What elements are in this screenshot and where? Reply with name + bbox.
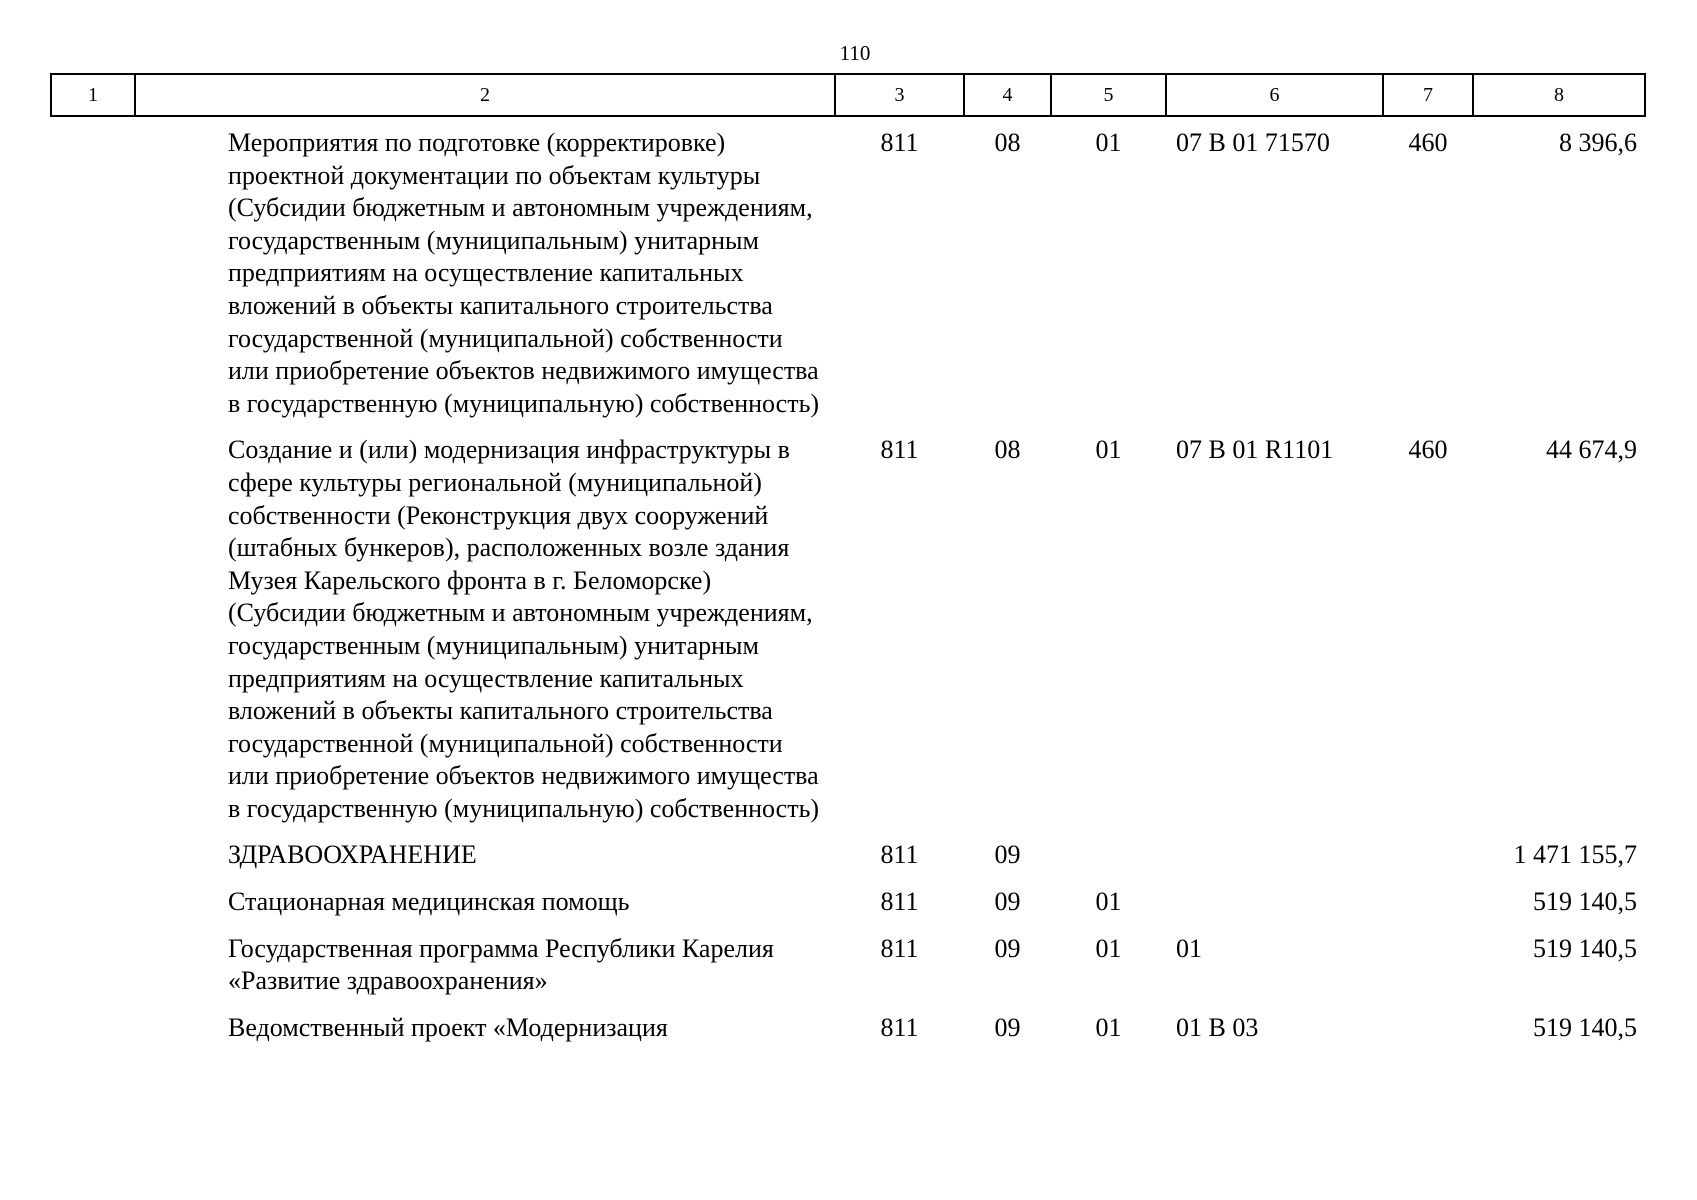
amount: 519 140,5 (1533, 887, 1637, 917)
target-article-code: 07 В 01 71570 (1176, 128, 1330, 157)
expense-type-code (1383, 1012, 1473, 1059)
column-number-4: 4 (964, 74, 1051, 116)
row-index-cell (51, 1012, 135, 1059)
row-index-cell (51, 839, 135, 886)
page-number: 110 (839, 41, 871, 65)
column-number-1: 1 (51, 74, 135, 116)
section-code: 09 (994, 887, 1021, 917)
section-code: 08 (994, 128, 1021, 157)
item-name: ЗДРАВООХРАНЕНИЕ (228, 840, 477, 870)
row-index-cell (51, 933, 135, 1012)
header-row (51, 74, 1645, 116)
amount: 44 674,9 (1546, 435, 1637, 465)
subsection-code: 01 (1095, 887, 1122, 917)
item-name: Создание и (или) модернизация инфраструктуры в сфере культуры региональной (муниципальной) собственности (Реконструкция двух сооружений (штабных бункеров), расположенных возле здания Музея Карельского фронта в г. Беломорске) (Субсидии бюджетным и автономным учреждениям, государственным (муниципальным) унитарным предприятиям на осуществление капитальных вложений в объекты капитального строительства государственной (муниципальной) собственности или приобретение объектов недвижимого имущества в государственную (муниципальную) собственность) (228, 435, 820, 823)
ministry-code: 811 (880, 1012, 919, 1042)
ministry-code: 811 (880, 887, 919, 917)
target-article-code: 01 В 03 (1176, 1012, 1259, 1042)
ministry-code: 811 (880, 933, 919, 963)
ministry-code: 811 (880, 435, 919, 465)
column-number-7: 7 (1383, 74, 1473, 116)
item-name: Ведомственный проект «Модернизация (228, 1012, 668, 1042)
expense-type-code (1383, 839, 1473, 886)
row-index-cell (51, 116, 135, 434)
expense-type-code (1383, 933, 1473, 1012)
expense-type-code: 460 (1408, 435, 1448, 465)
column-number-2: 2 (135, 74, 835, 116)
section-code: 09 (994, 933, 1021, 963)
table-body (51, 116, 1645, 1058)
target-article-code (1166, 886, 1383, 933)
item-name: Государственная программа Республики Карелия «Развитие здравоохранения» (228, 933, 774, 996)
table-row (51, 933, 1645, 1012)
item-name: Стационарная медицинская помощь (228, 887, 630, 917)
column-number-5: 5 (1051, 74, 1166, 116)
amount: 8 396,6 (1559, 128, 1637, 157)
row-index-cell (51, 434, 135, 839)
table-row (51, 839, 1645, 886)
target-article-code: 01 (1176, 933, 1202, 963)
section-code: 09 (994, 1012, 1021, 1042)
row-index-cell (51, 886, 135, 933)
table-row (51, 1012, 1645, 1059)
ministry-code: 811 (880, 840, 919, 870)
column-number-6: 6 (1166, 74, 1383, 116)
subsection-code: 01 (1095, 128, 1122, 157)
amount: 1 471 155,7 (1513, 840, 1637, 870)
subsection-code: 01 (1095, 1012, 1122, 1042)
table-row (51, 434, 1645, 839)
table-row (51, 886, 1645, 933)
section-code: 08 (994, 435, 1021, 465)
expense-type-code (1383, 886, 1473, 933)
amount: 519 140,5 (1533, 1012, 1637, 1042)
item-name: Мероприятия по подготовке (корректировке) проектной документации по объектам культуры (Субсидии бюджетным и автономным учреждениям, государственным (муниципальным) унитарным предприятиям на осуществление капитальных вложений в объекты капитального строительства государственной (муниципальной) собственности или приобретение объектов недвижимого имущества в государственную (муниципальную) собственность) (228, 128, 820, 418)
target-article-code (1166, 839, 1383, 886)
table-header (51, 74, 1645, 116)
amount: 519 140,5 (1533, 933, 1637, 963)
ministry-code: 811 (880, 128, 919, 157)
target-article-code: 07 В 01 R1101 (1176, 435, 1334, 465)
expense-type-code: 460 (1408, 128, 1448, 157)
table-row (51, 116, 1645, 434)
column-number-8: 8 (1473, 74, 1645, 116)
subsection-code: 01 (1095, 933, 1122, 963)
subsection-code (1051, 839, 1166, 886)
section-code: 09 (994, 840, 1021, 870)
column-number-3: 3 (835, 74, 964, 116)
subsection-code: 01 (1095, 435, 1122, 465)
budget-table (50, 73, 1646, 1058)
